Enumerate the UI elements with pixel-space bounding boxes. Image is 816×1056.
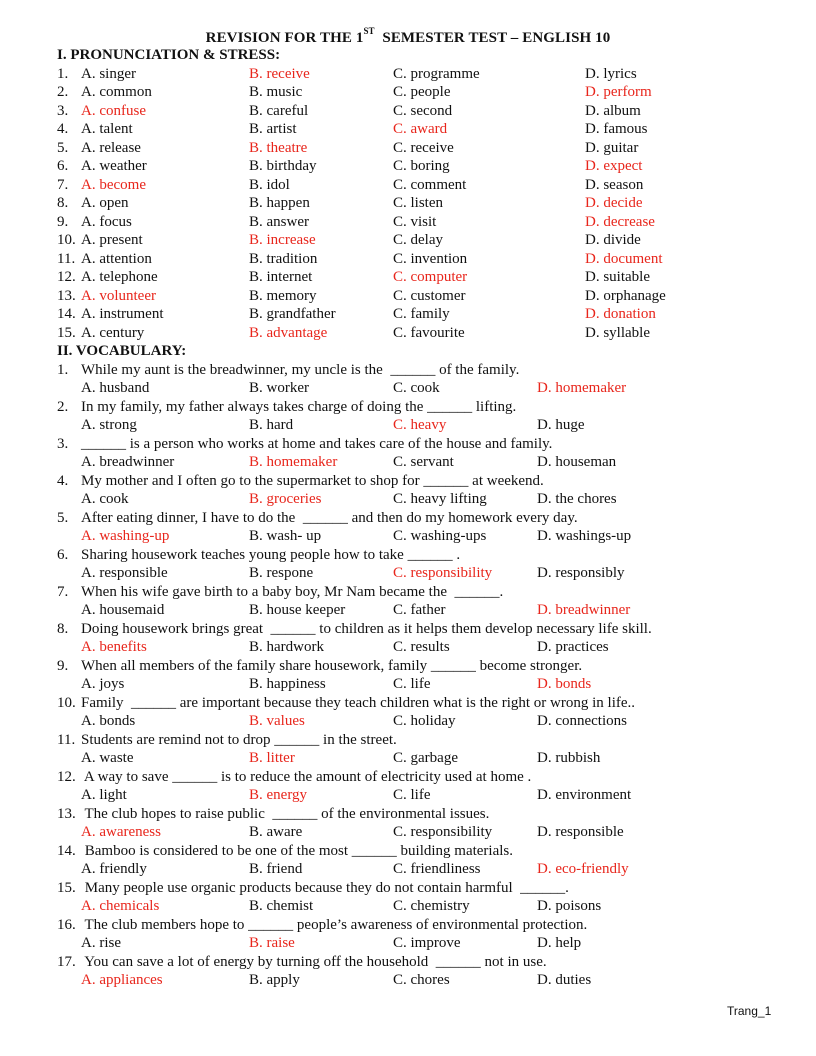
question-text: The club hopes to raise public ______ of the environmental issues. xyxy=(81,805,490,822)
vocabulary-question xyxy=(57,768,757,787)
answer-option: D. responsibly xyxy=(537,565,625,581)
question-text: Sharing housework teaches young people how to take ______ . xyxy=(81,546,461,563)
pronunciation-row xyxy=(57,324,757,343)
answer-option: B. respone xyxy=(249,565,314,581)
vocabulary-question xyxy=(57,916,757,935)
answer-option: B. house keeper xyxy=(249,602,346,618)
answer-option: D. suitable xyxy=(585,269,650,285)
question-number: 9. xyxy=(57,657,69,674)
answer-options-row xyxy=(57,786,757,805)
question-number: 3. xyxy=(57,102,69,119)
question-text: After eating dinner, I have to do the ______ and then do my homework every day. xyxy=(81,509,578,526)
pronunciation-row xyxy=(57,268,757,287)
answer-option: C. servant xyxy=(393,454,454,470)
answer-options-row xyxy=(57,934,757,953)
answer-option: D. divide xyxy=(585,232,641,248)
question-number: 17. xyxy=(57,953,76,970)
vocabulary-question xyxy=(57,953,757,972)
answer-option: D. duties xyxy=(537,972,592,988)
answer-option: A. strong xyxy=(81,417,137,433)
vocabulary-question xyxy=(57,879,757,898)
answer-options-row xyxy=(57,527,757,546)
answer-option: C. heavy lifting xyxy=(393,491,487,507)
question-text: You can save a lot of energy by turning off the household ______ not in use. xyxy=(81,953,547,970)
answer-option: D. connections xyxy=(537,713,627,729)
vocabulary-question xyxy=(57,805,757,824)
answer-option: B. idol xyxy=(249,176,290,193)
answer-option: C. listen xyxy=(393,195,444,211)
answer-option: A. joys xyxy=(81,676,125,692)
answer-option: A. attention xyxy=(81,250,152,267)
question-number: 13. xyxy=(57,805,76,822)
answer-option: D. guitar xyxy=(585,139,639,156)
answer-option: A. housemaid xyxy=(81,602,165,618)
answer-option: B. chemist xyxy=(249,898,314,914)
answer-option-correct: A. become xyxy=(81,176,146,193)
answer-option: C. friendliness xyxy=(393,861,481,877)
answer-option: C. comment xyxy=(393,176,467,193)
pronunciation-row xyxy=(57,65,757,84)
answer-option: D. famous xyxy=(585,121,648,137)
answer-option: B. music xyxy=(249,84,303,100)
answer-option: D. washings-up xyxy=(537,528,632,544)
answer-option-correct: A. washing-up xyxy=(81,528,170,544)
answer-option: D. orphanage xyxy=(585,287,666,304)
question-number: 1. xyxy=(57,361,69,378)
pronunciation-row xyxy=(57,157,757,176)
question-number: 16. xyxy=(57,916,76,933)
answer-option-correct: C. computer xyxy=(393,269,468,285)
answer-options-row xyxy=(57,860,757,879)
section-heading-vocabulary: II. VOCABULARY: xyxy=(57,343,187,359)
answer-option: D. huge xyxy=(537,417,585,433)
question-number: 9. xyxy=(57,213,69,230)
answer-option: B. internet xyxy=(249,269,313,285)
pronunciation-row xyxy=(57,194,757,213)
answer-option: B. happiness xyxy=(249,676,326,692)
answer-option: A. breadwinner xyxy=(81,454,175,470)
answer-option: A. talent xyxy=(81,121,133,137)
question-number: 7. xyxy=(57,583,69,600)
answer-options-row xyxy=(57,749,757,768)
question-text: When all members of the family share housework, family ______ become stronger. xyxy=(81,657,583,674)
answer-option-correct: D. decide xyxy=(585,195,643,211)
question-number: 3. xyxy=(57,435,69,452)
answer-option: B. hard xyxy=(249,417,294,433)
question-number: 14. xyxy=(57,306,76,322)
answer-option-correct: A. chemicals xyxy=(81,898,160,914)
answer-option: C. improve xyxy=(393,935,461,951)
vocabulary-question xyxy=(57,472,757,491)
question-text: The club members hope to ______ people’s awareness of environmental protection. xyxy=(81,916,588,933)
question-number: 11. xyxy=(57,250,76,267)
answer-options-row xyxy=(57,416,757,435)
question-number: 4. xyxy=(57,472,69,489)
answer-option-correct: A. confuse xyxy=(81,102,146,119)
answer-option: B. worker xyxy=(249,380,309,396)
answer-option: D. syllable xyxy=(585,324,650,341)
question-number: 4. xyxy=(57,121,69,137)
answer-option: C. visit xyxy=(393,213,437,230)
answer-option: D. the chores xyxy=(537,491,617,507)
answer-option: B. answer xyxy=(249,213,309,230)
question-text: While my aunt is the breadwinner, my uncle is the ______ of the family. xyxy=(81,361,520,378)
pronunciation-row xyxy=(57,231,757,250)
answer-option: D. album xyxy=(585,102,641,119)
answer-option: C. invention xyxy=(393,250,468,267)
answer-option: A. light xyxy=(81,787,127,803)
question-number: 10. xyxy=(57,232,76,248)
pronunciation-row xyxy=(57,139,757,158)
pronunciation-row xyxy=(57,305,757,324)
question-number: 12. xyxy=(57,269,76,285)
answer-option: D. help xyxy=(537,935,582,951)
section-heading-pronunciation: I. PRONUNCIATION & STRESS: xyxy=(57,47,281,63)
answer-option-correct: D. document xyxy=(585,250,663,267)
vocabulary-question xyxy=(57,361,757,380)
vocabulary-question xyxy=(57,731,757,750)
answer-option: B. happen xyxy=(249,195,310,211)
question-number: 6. xyxy=(57,546,69,563)
answer-option: D. environment xyxy=(537,787,632,803)
answer-option: D. houseman xyxy=(537,454,617,470)
answer-option: C. life xyxy=(393,787,431,803)
answer-option: C. holiday xyxy=(393,713,456,729)
answer-option: A. waste xyxy=(81,750,134,766)
pronunciation-row xyxy=(57,287,757,306)
answer-option: D. rubbish xyxy=(537,750,601,766)
answer-option: A. open xyxy=(81,195,129,211)
answer-options-row xyxy=(57,490,757,509)
answer-option: A. present xyxy=(81,232,143,248)
question-number: 1. xyxy=(57,65,69,82)
answer-option: C. cook xyxy=(393,380,440,396)
vocabulary-question xyxy=(57,398,757,417)
vocabulary-question xyxy=(57,657,757,676)
answer-option: A. cook xyxy=(81,491,129,507)
pronunciation-row xyxy=(57,120,757,139)
answer-option: B. friend xyxy=(249,861,303,877)
answer-option-correct: B. groceries xyxy=(249,491,322,507)
question-text: In my family, my father always takes charge of doing the ______ lifting. xyxy=(81,398,517,415)
answer-option: C. responsibility xyxy=(393,824,493,840)
question-number: 12. xyxy=(57,768,76,785)
page-title: REVISION FOR THE 1ST SEMESTER TEST – ENGLISH 10 xyxy=(205,26,611,46)
answer-options-row xyxy=(57,823,757,842)
answer-option-correct: B. values xyxy=(249,713,305,729)
question-number: 10. xyxy=(57,694,76,711)
answer-option: A. telephone xyxy=(81,269,158,285)
answer-option-correct: B. increase xyxy=(249,232,316,248)
answer-option: C. favourite xyxy=(393,324,465,341)
answer-options-row xyxy=(57,564,757,583)
answer-option-correct: B. advantage xyxy=(249,324,328,341)
answer-option: C. delay xyxy=(393,232,443,248)
answer-option: C. people xyxy=(393,84,451,100)
answer-option-correct: D. perform xyxy=(585,84,652,100)
answer-option: C. life xyxy=(393,676,431,692)
answer-option: A. century xyxy=(81,324,145,341)
answer-option: A. common xyxy=(81,84,152,100)
answer-option: B. artist xyxy=(249,121,297,137)
answer-option: C. customer xyxy=(393,287,466,304)
answer-option-correct: C. responsibility xyxy=(393,565,493,581)
answer-option: B. apply xyxy=(249,972,300,988)
answer-option: C. receive xyxy=(393,139,454,156)
vocabulary-question xyxy=(57,509,757,528)
answer-option-correct: B. receive xyxy=(249,65,310,82)
answer-option-correct: A. awareness xyxy=(81,824,161,840)
question-text: Many people use organic products because they do not contain harmful ______. xyxy=(81,879,569,896)
answer-option-correct: B. energy xyxy=(249,787,308,803)
answer-option: C. programme xyxy=(393,65,480,82)
vocabulary-question xyxy=(57,546,757,565)
answer-option: B. tradition xyxy=(249,250,318,267)
answer-option: A. instrument xyxy=(81,306,164,322)
answer-option: A. rise xyxy=(81,935,121,951)
pronunciation-list xyxy=(57,65,757,343)
pronunciation-row xyxy=(57,213,757,232)
answer-options-row xyxy=(57,971,757,990)
answer-option: C. boring xyxy=(393,158,450,174)
answer-option-correct: D. decrease xyxy=(585,213,655,230)
answer-option-correct: B. homemaker xyxy=(249,454,338,470)
vocabulary-question xyxy=(57,620,757,639)
question-number: 2. xyxy=(57,398,69,415)
question-text: Doing housework brings great ______ to children as it helps them develop necessary life skill. xyxy=(81,620,652,637)
answer-option-correct: A. appliances xyxy=(81,972,163,988)
answer-option: B. aware xyxy=(249,824,303,840)
answer-options-row xyxy=(57,675,757,694)
answer-option: C. family xyxy=(393,306,450,322)
answer-option: A. husband xyxy=(81,380,150,396)
vocabulary-list xyxy=(57,361,757,990)
answer-option-correct: D. breadwinner xyxy=(537,602,631,618)
answer-option: C. second xyxy=(393,102,453,119)
question-number: 13. xyxy=(57,287,76,304)
answer-option: B. birthday xyxy=(249,158,317,174)
answer-option: D. practices xyxy=(537,639,609,655)
question-number: 6. xyxy=(57,158,69,174)
answer-option: C. washing-ups xyxy=(393,528,487,544)
vocabulary-question xyxy=(57,435,757,454)
question-text: My mother and I often go to the supermarket to shop for ______ at weekend. xyxy=(81,472,544,489)
answer-option: A. focus xyxy=(81,213,132,230)
pronunciation-row xyxy=(57,176,757,195)
answer-option: A. friendly xyxy=(81,861,147,877)
vocabulary-question xyxy=(57,694,757,713)
answer-option-correct: A. benefits xyxy=(81,639,147,655)
answer-options-row xyxy=(57,379,757,398)
answer-option: D. responsible xyxy=(537,824,624,840)
page-number: Trang_1 xyxy=(727,1004,772,1018)
answer-options-row xyxy=(57,453,757,472)
answer-option: A. bonds xyxy=(81,713,136,729)
question-text: A way to save ______ is to reduce the amount of electricity used at home . xyxy=(81,768,532,785)
document-body xyxy=(57,46,757,990)
answer-option-correct: C. heavy xyxy=(393,417,447,433)
answer-options-row xyxy=(57,638,757,657)
answer-option-correct: D. expect xyxy=(585,158,643,174)
vocabulary-question xyxy=(57,583,757,602)
answer-option: B. memory xyxy=(249,287,317,304)
answer-option-correct: D. homemaker xyxy=(537,380,627,396)
answer-option: A. weather xyxy=(81,158,147,174)
answer-option-correct: B. litter xyxy=(249,750,295,766)
question-number: 2. xyxy=(57,84,69,100)
pronunciation-row xyxy=(57,83,757,102)
answer-option: D. lyrics xyxy=(585,65,637,82)
answer-option: C. chemistry xyxy=(393,898,470,914)
answer-option-correct: D. eco-friendly xyxy=(537,861,629,877)
question-text: ______ is a person who works at home and takes care of the house and family. xyxy=(81,435,553,452)
question-number: 14. xyxy=(57,842,76,859)
answer-option: D. season xyxy=(585,176,644,193)
question-number: 15. xyxy=(57,324,76,341)
question-number: 11. xyxy=(57,731,76,748)
answer-options-row xyxy=(57,897,757,916)
question-text: When his wife gave birth to a baby boy, Mr Nam became the ______. xyxy=(81,583,504,600)
vocabulary-question xyxy=(57,842,757,861)
question-number: 7. xyxy=(57,176,69,193)
answer-option-correct: C. award xyxy=(393,121,448,137)
answer-options-row xyxy=(57,712,757,731)
answer-option: C. results xyxy=(393,639,450,655)
answer-option-correct: D. donation xyxy=(585,306,656,322)
answer-option: C. garbage xyxy=(393,750,458,766)
question-number: 15. xyxy=(57,879,76,896)
question-number: 8. xyxy=(57,620,69,637)
answer-option-correct: A. volunteer xyxy=(81,287,156,304)
answer-option: B. grandfather xyxy=(249,306,336,322)
answer-option-correct: D. bonds xyxy=(537,676,592,692)
answer-options-row xyxy=(57,601,757,620)
answer-option: A. singer xyxy=(81,65,136,82)
answer-option-correct: B. theatre xyxy=(249,139,308,156)
answer-option: B. hardwork xyxy=(249,639,324,655)
question-number: 5. xyxy=(57,509,69,526)
answer-option-correct: B. raise xyxy=(249,935,295,951)
question-number: 8. xyxy=(57,195,69,211)
question-text: Students are remind not to drop ______ in the street. xyxy=(81,731,397,748)
answer-option: C. chores xyxy=(393,972,450,988)
answer-option: B. careful xyxy=(249,102,309,119)
answer-option: C. father xyxy=(393,602,446,618)
answer-option: A. responsible xyxy=(81,565,168,581)
pronunciation-row xyxy=(57,102,757,121)
answer-option: B. wash- up xyxy=(249,528,322,544)
question-text: Bamboo is considered to be one of the most ______ building materials. xyxy=(81,842,514,859)
pronunciation-row xyxy=(57,250,757,269)
question-text: Family ______ are important because they teach children what is the right or wrong in life.. xyxy=(81,694,636,711)
question-number: 5. xyxy=(57,139,69,156)
answer-option: A. release xyxy=(81,139,141,156)
answer-option: D. poisons xyxy=(537,898,602,914)
